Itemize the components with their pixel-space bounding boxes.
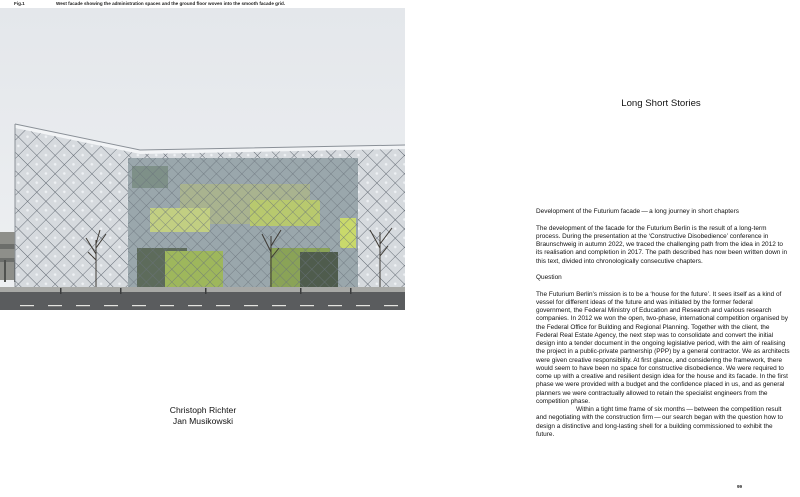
authors: [150, 405, 256, 426]
section-heading: Question: [536, 274, 562, 282]
road: [0, 292, 405, 310]
author-name: Jan Musikowski: [172, 415, 234, 426]
body-paragraph: The Futurium Berlin’s mission is to be a ‘house for the future’. It sees itself as a kind of vessel for different ideas of the future and was initiated by the former federal government, the Federal Ministry of Education and Research and various research companies. In 2012 we won the open, two-phase, international competition organised by the Federal Office for Building and Regional Planning. Together with the client, the Federal Real Estate Agency, the next step was to consolidate and convert the initial design into a tender document in the ongoing legislative period, with the aim of realising the project in a public-private partnership (PPP) by a general contractor. We as architects were given creative responsibility. At first glance, and considering the framework, there would seem to have been no space for constructive disobedience. We were required to come up with a creative and resilient design idea for the house and its facade. In the first phase we were provided with a budget and the confidence placed in us, and as general planners we were contractually allowed to retain the specialist engineers from the competition phase.: [536, 290, 790, 405]
body-paragraph: Within a tight time frame of six months — between the competition result and negotiating with the construction firm — our search began with the question how to design a distinctive and long-lasting shell for a building commissioned to exhibit the future.: [536, 406, 783, 438]
figure-label: Fig.1: [14, 1, 25, 6]
article-heading: Development of the Futurium facade — a long journey in short chapters: [536, 208, 739, 215]
building-photo: [0, 8, 405, 310]
author-name: Christoph Richter: [169, 405, 237, 415]
figure-caption-text: West facade showing the administration spaces and the ground floor woven into the smooth facade grid.: [56, 1, 286, 6]
figure-caption: [14, 1, 285, 6]
page-number: 99: [737, 484, 743, 489]
article-text: [536, 208, 790, 439]
chapter-title: Long Short Stories: [621, 98, 701, 109]
intro-paragraph: The development of the facade for the Futurium Berlin is the result of a long-term process. During the presentation at the ‘Constructive Disobedience’ conference in Braunschweig in autumn 2022, we traced the challenging path from the idea in 2012 to its realisation and completion in 2017. The path described has now been written down in this text, divided into chronologically consecutive chapters.: [536, 224, 788, 265]
